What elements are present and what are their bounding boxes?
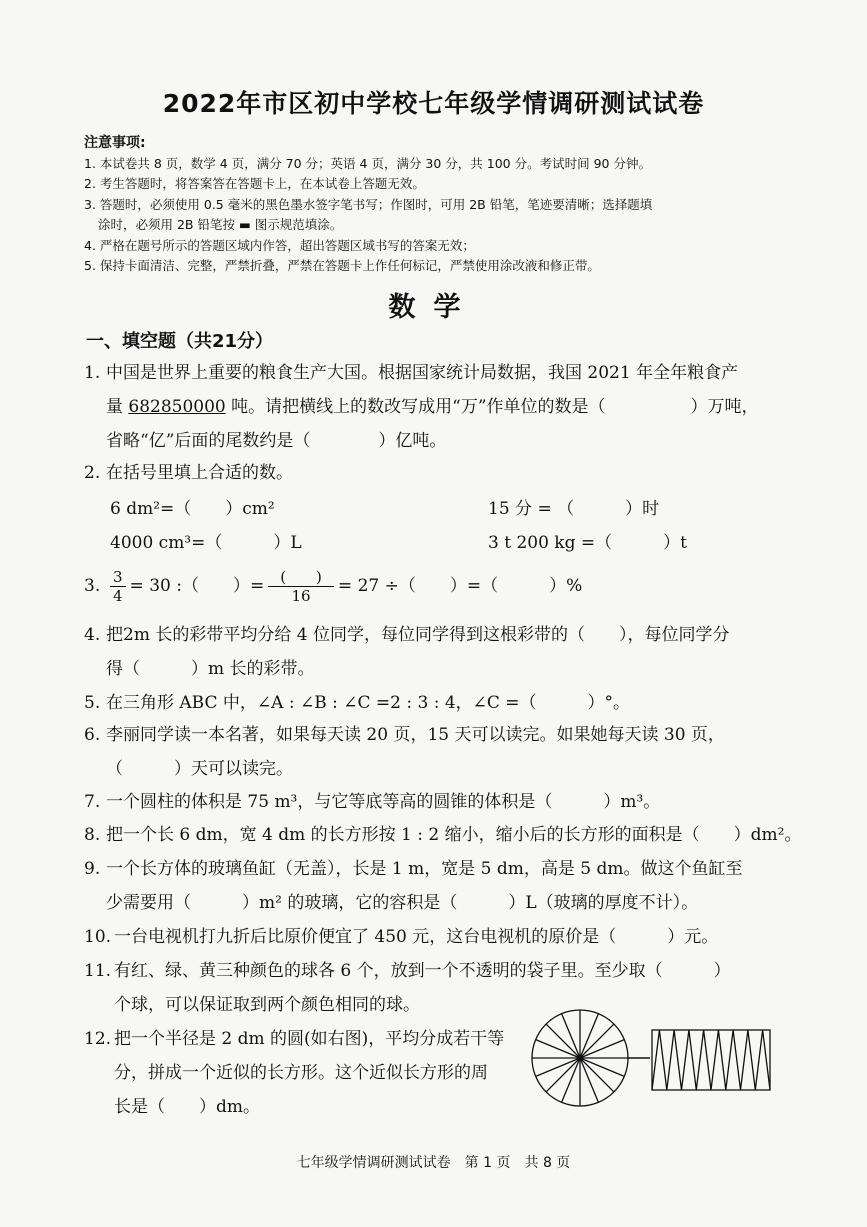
conversion-item: 15 分 = （ ）时 <box>488 499 660 519</box>
question-9 <box>84 852 743 920</box>
question-3 <box>84 566 582 606</box>
question-text: 在三角形 ABC 中，∠A : ∠B : ∠C =2 : 3 : 4，∠C =（ ）°。 <box>106 693 631 713</box>
question-4 <box>84 618 729 686</box>
question-number: 1. <box>84 363 101 383</box>
question-text: 中国是世界上重要的粮食生产大国。根据国家统计局数据，我国 2021 年全年粮食产 <box>106 363 739 383</box>
question-text: 把一个半径是 2 dm 的圆(如右图)，平均分成若干等 <box>114 1029 505 1049</box>
question-text: 少需要用（ ）m² 的玻璃，它的容积是（ ）L（玻璃的厚度不计）。 <box>106 893 699 913</box>
question-5 <box>84 686 630 720</box>
question-number: 7. <box>84 792 101 812</box>
question-text: （ ）天可以读完。 <box>106 759 293 779</box>
question-text: 个球，可以保证取到两个颜色相同的球。 <box>114 995 420 1015</box>
question-text: 有红、绿、黄三种颜色的球各 6 个，放到一个不透明的袋子里。至少取（ ） <box>114 961 731 981</box>
question-number: 9. <box>84 859 101 879</box>
question-text: 一个长方体的玻璃鱼缸（无盖），长是 1 m，宽是 5 dm，高是 5 dm。做这个鱼缸至 <box>106 859 743 879</box>
question-text: 量 <box>106 397 129 417</box>
question-text: = 27 ÷（ ）=（ ）% <box>337 576 583 596</box>
question-text: = 30 :（ ）= <box>129 576 265 596</box>
notice-item: 2. 考生答题时，将答案答在答题卡上，在本试卷上答题无效。 <box>84 176 425 191</box>
question-text: 一个圆柱的体积是 75 m³，与它等底等高的圆锥的体积是（ ）m³。 <box>106 792 661 812</box>
sector-spoke <box>580 1024 614 1058</box>
notice-item: 4. 严格在题号所示的答题区域内作答，超出答题区域书写的答案无效； <box>84 237 475 253</box>
page-footer: 七年级学情调研测试试卷 第 1 页 共 8 页 <box>296 1155 571 1171</box>
notice-item: 3. 答题时，必须使用 0.5 毫米的黑色墨水签字笔书写；作图时，可用 2B 铅笔，笔迹要清晰；选择题填 <box>84 196 653 212</box>
question-number: 3. <box>84 576 101 596</box>
question-number: 11. <box>84 961 112 981</box>
question-number: 10. <box>84 927 112 947</box>
fraction-numerator: ( ) <box>268 568 334 587</box>
question-text: 在括号里填上合适的数。 <box>106 463 293 483</box>
question-text: 一台电视机打九折后比原价便宜了 450 元，这台电视机的原价是（ ）元。 <box>114 927 719 947</box>
question-number: 4. <box>84 625 101 645</box>
sector-spoke <box>580 1058 614 1092</box>
approx-rectangle <box>652 1030 770 1090</box>
question-number: 6. <box>84 725 101 745</box>
sector-spoke <box>546 1058 580 1092</box>
conversion-item: 6 dm²=（ ）cm² <box>110 499 275 519</box>
fraction-denominator: 4 <box>113 587 123 605</box>
fraction-denominator: 16 <box>291 587 311 605</box>
conversion-item: 3 t 200 kg =（ ）t <box>488 533 687 553</box>
question-number: 8. <box>84 825 101 845</box>
question-text: 把2m 长的彩带平均分给 4 位同学，每位同学得到这根彩带的（ ），每位同学分 <box>106 625 730 645</box>
question-6 <box>84 718 725 786</box>
underlined-number: 682850000 <box>128 397 226 417</box>
question-8 <box>84 818 801 852</box>
notice-heading: 注意事项: <box>84 135 146 151</box>
sector-circle <box>532 1010 628 1106</box>
section-heading: 一、填空题（共21分） <box>86 331 274 352</box>
question-text: 把一个长 6 dm，宽 4 dm 的长方形按 1 : 2 缩小，缩小后的长方形的面积是（ ）dm²。 <box>106 825 802 845</box>
circle-to-rectangle-figure <box>528 1006 778 1116</box>
conversion-item: 4000 cm³=（ ）L <box>110 533 302 553</box>
notice-block <box>84 133 784 277</box>
question-number: 12. <box>84 1029 112 1049</box>
question-12 <box>84 1022 504 1124</box>
question-text: 分，拼成一个近似的长方形。这个近似长方形的周 <box>114 1063 488 1083</box>
notice-item: 5. 保持卡面清洁、完整，严禁折叠，严禁在答题卡上作任何标记，严禁使用涂改液和修正带。 <box>84 258 600 273</box>
sector-spoke <box>546 1024 580 1058</box>
question-number: 5. <box>84 693 101 713</box>
fraction-numerator: 3 <box>110 568 126 587</box>
question-text: 长是（ ）dm。 <box>114 1097 261 1117</box>
subject-heading: 数学 <box>388 292 479 323</box>
question-text: 省略“亿”后面的尾数约是（ ）亿吨。 <box>106 431 447 451</box>
notice-item: 1. 本试卷共 8 页，数学 4 页，满分 70 分；英语 4 页，满分 30 分，共 100 分。考试时间 90 分钟。 <box>84 155 651 171</box>
fraction <box>268 568 334 605</box>
question-7 <box>84 785 660 819</box>
notice-item: 涂时，必须用 2B 铅笔按 ▬ 图示规范填涂。 <box>98 217 343 232</box>
question-1 <box>84 356 759 458</box>
question-10 <box>84 920 718 954</box>
question-text: 得（ ）m 长的彩带。 <box>106 659 315 679</box>
exam-title: 2022年市区初中学校七年级学情调研测试试卷 <box>162 89 705 118</box>
question-text: 吨。请把横线上的数改写成用“万”作单位的数是（ ）万吨， <box>225 397 759 417</box>
question-text: 李丽同学读一本名著，如果每天读 20 页，15 天可以读完。如果她每天读 30 页， <box>106 725 725 745</box>
question-2 <box>84 456 293 490</box>
fraction <box>110 568 126 605</box>
question-number: 2. <box>84 463 101 483</box>
